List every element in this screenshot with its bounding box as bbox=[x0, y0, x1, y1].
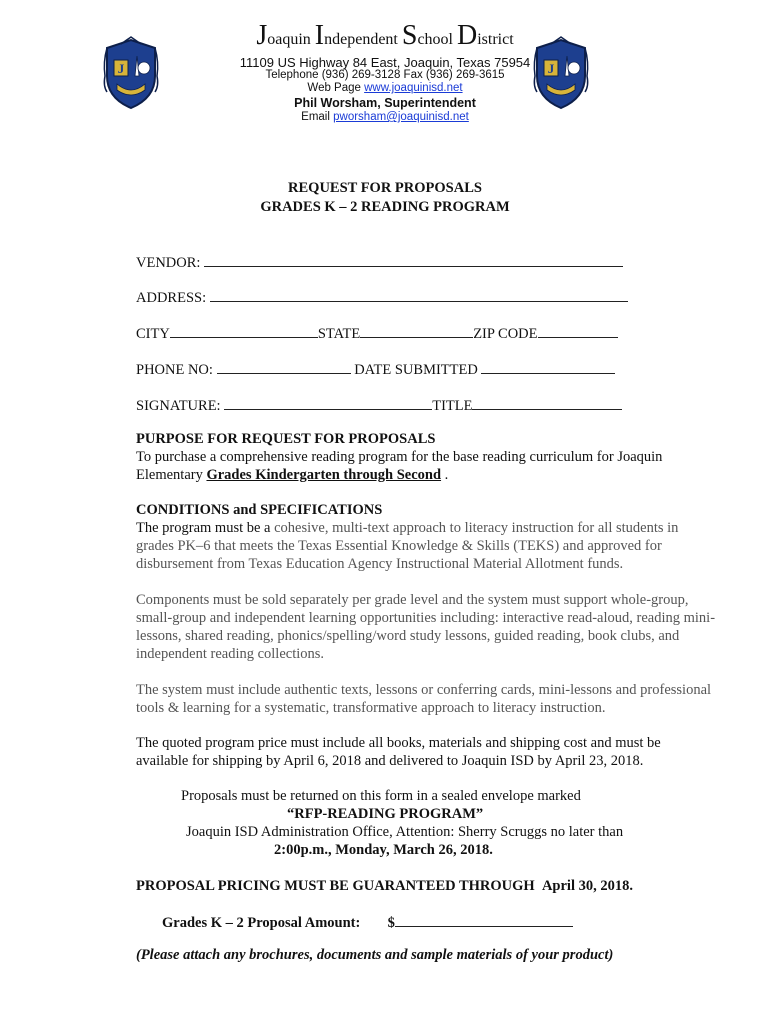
address-row bbox=[136, 287, 628, 307]
web-link[interactable]: www.joaquinisd.net bbox=[364, 82, 463, 94]
document-subtitle: GRADES K – 2 READING PROGRAM bbox=[260, 199, 510, 215]
return-line-1: Proposals must be returned on this form in a sealed envelope marked bbox=[181, 788, 581, 804]
superintendent-email bbox=[0, 111, 770, 123]
signature-line[interactable] bbox=[224, 395, 432, 410]
phone-row bbox=[136, 359, 615, 379]
return-envelope-mark: “RFP-READING PROGRAM” bbox=[287, 806, 484, 822]
city-line[interactable] bbox=[170, 323, 318, 338]
conditions-paragraph-2: Components must be sold separately per grade level and the system must support whole-group, small-group and independent learning opportunities including: interactive read-aloud, reading mini-lessons, shared reading, phonics/spelling/word study lessons, guided reading, book clubs, and independent reading collections. bbox=[136, 592, 716, 662]
state-label: STATE bbox=[317, 326, 361, 342]
date-submitted-line[interactable] bbox=[481, 359, 615, 374]
currency-symbol: $ bbox=[387, 915, 395, 931]
conditions-paragraph-3: The system must include authentic texts, lessons or conferring cards, mini-lessons and professional tools & learning for a systematic, transformative approach to literacy instruction. bbox=[136, 682, 712, 716]
title-line[interactable] bbox=[472, 395, 622, 410]
svg-text:J: J bbox=[117, 61, 125, 76]
city-label: CITY bbox=[136, 326, 170, 342]
signature-label: SIGNATURE: bbox=[136, 398, 221, 414]
zip-line[interactable] bbox=[538, 323, 618, 338]
conditions-paragraph-1: The program must be a cohesive, multi-text approach to literacy instruction for all students in grades PK–6 that meets the Texas Essential Knowledge & Skills (TEKS) and approved for disbursement from Texas Education Agency Instructional Material Allotment funds. bbox=[136, 520, 679, 572]
district-web bbox=[0, 82, 770, 94]
zip-label: ZIP CODE bbox=[473, 326, 538, 342]
proposal-amount-label: Grades K – 2 Proposal Amount: bbox=[162, 915, 361, 931]
purpose-grades: Grades Kindergarten through Second bbox=[206, 467, 442, 483]
district-name: Joaquin Independent School District bbox=[256, 20, 514, 51]
vendor-row bbox=[136, 252, 623, 272]
superintendent-name: Phil Worsham, Superintendent bbox=[294, 96, 476, 110]
pricing-guarantee-date: April 30, 2018. bbox=[541, 878, 633, 894]
email-label: Email bbox=[301, 111, 330, 123]
return-line-3: Joaquin ISD Administration Office, Attention: Sherry Scruggs no later than bbox=[186, 824, 624, 840]
conditions-heading: CONDITIONS and SPECIFICATIONS bbox=[136, 502, 383, 518]
signature-row bbox=[136, 395, 622, 415]
vendor-label: VENDOR: bbox=[136, 255, 201, 271]
purpose-heading: PURPOSE FOR REQUEST FOR PROPOSALS bbox=[136, 431, 436, 447]
title-label: TITLE bbox=[432, 398, 473, 414]
district-telephone: Telephone (936) 269-3128 Fax (936) 269-3615 bbox=[265, 69, 505, 81]
pricing-guarantee: PROPOSAL PRICING MUST BE GUARANTEED THROUGH April 30, 2018. bbox=[136, 878, 633, 894]
svg-text:J: J bbox=[547, 61, 555, 76]
district-address: 11109 US Highway 84 East, Joaquin, Texas 75954 bbox=[239, 55, 531, 70]
conditions-paragraph-4: The quoted program price must include all books, materials and shipping cost and must be available for shipping by April 6, 2018 and delivered to Joaquin ISD by April 23, 2018. bbox=[136, 735, 661, 769]
attach-note: (Please attach any brochures, documents and sample materials of your product) bbox=[136, 947, 614, 963]
phone-line[interactable] bbox=[217, 359, 351, 374]
address-line[interactable] bbox=[210, 287, 628, 302]
document-title: REQUEST FOR PROPOSALS bbox=[288, 180, 482, 196]
phone-label: PHONE NO: bbox=[136, 362, 213, 378]
address-label: ADDRESS: bbox=[136, 290, 207, 306]
proposal-amount-line[interactable] bbox=[395, 912, 573, 927]
purpose-text: To purchase a comprehensive reading program for the base reading curriculum for Joaquin Elementary Grades Kindergarten through Second . bbox=[136, 449, 663, 483]
date-submitted-label: DATE SUBMITTED bbox=[354, 362, 478, 378]
city-row bbox=[136, 323, 618, 343]
return-deadline: 2:00p.m., Monday, March 26, 2018. bbox=[274, 842, 493, 858]
email-link[interactable]: pworsham@joaquinisd.net bbox=[333, 111, 469, 123]
proposal-amount-row bbox=[162, 912, 573, 932]
state-line[interactable] bbox=[360, 323, 473, 338]
vendor-line[interactable] bbox=[204, 252, 623, 267]
web-label: Web Page bbox=[307, 82, 361, 94]
